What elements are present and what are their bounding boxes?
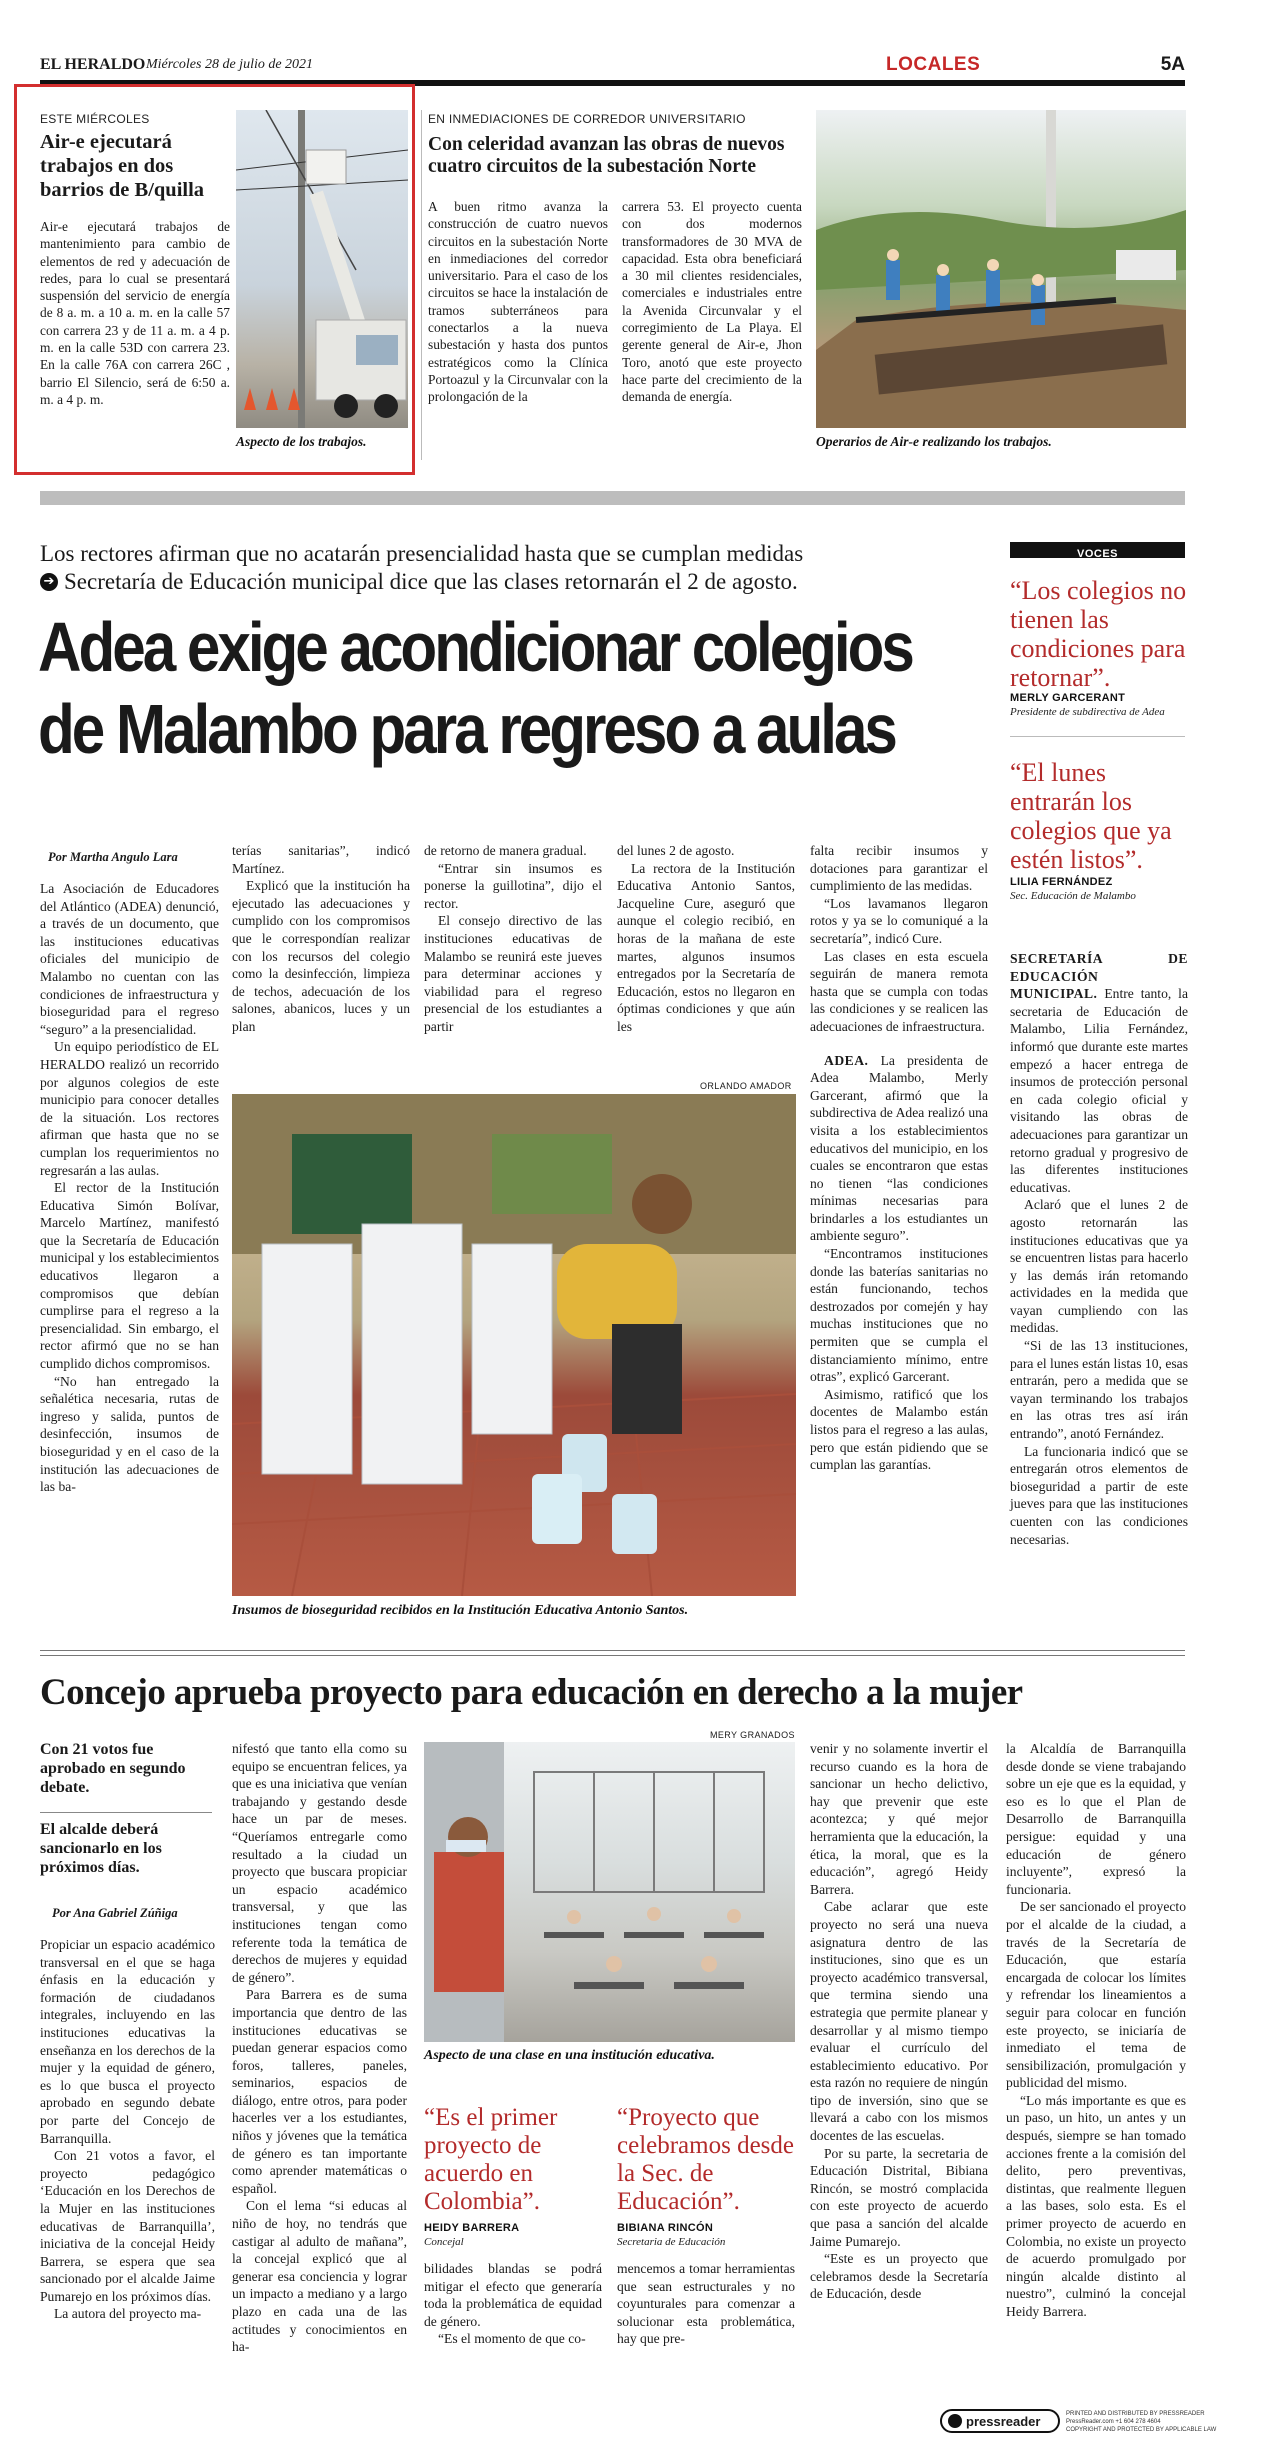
main-col3: de retorno de manera gradual. “Entrar sin insumos es ponerse la guillotina”, dijo el rector. El consejo directivo de las instituciones educativas de Malambo se reunirá este jueves para determinar acciones y viabilidad para el regreso presencial de los estudiantes a partir [424, 843, 602, 1034]
main-headline-2: de Malambo para regreso a aulas [38, 690, 895, 768]
arrow-circle-icon: ➔ [40, 573, 58, 591]
story-separator-rule [40, 1650, 1185, 1651]
adea-lead: ADEA. [824, 1052, 869, 1068]
bottom-quote-2-name: BIBIANA RINCÓN [617, 2222, 714, 2234]
main-byline: Por Martha Angulo Lara [48, 850, 178, 864]
story-separator-rule-2 [40, 1655, 1185, 1656]
brief-photo [236, 110, 408, 428]
bottom-summary-1: Con 21 votos fue aprobado en segundo debate. [40, 1741, 186, 1796]
top-story-photo [816, 110, 1186, 428]
footer-fineprint: PRINTED AND DISTRIBUTED BY PRESSREADER PressReader.com +1 604 278 4604 COPYRIGHT AND PROTECTED BY APPLICABLE LAW [1066, 2411, 1217, 2433]
main-photo-caption: Insumos de bioseguridad recibidos en la Institución Educativa Antonio Santos. [232, 1603, 689, 1618]
bottom-photo-credit: MERY GRANADOS [710, 1730, 795, 1740]
excavation-workers-illustration [816, 110, 1186, 428]
bottom-photo [424, 1742, 795, 2042]
bottom-quote-2: “Proyecto que celebramos desde la Sec. de Educación”. [617, 2104, 795, 2215]
pressreader-logo-icon [948, 2414, 962, 2428]
bottom-headline: Concejo aprueba proyecto para educación en derecho a la mujer [40, 1672, 1023, 1713]
column-divider [421, 110, 422, 460]
brief-kicker: ESTE MIÉRCOLES [40, 112, 150, 126]
bottom-summary-2: El alcalde deberá sancionarlo en los próximos días. [40, 1821, 162, 1876]
handwashing-stations-illustration [232, 1094, 796, 1596]
bottom-col2: nifestó que tanto ella como su equipo se encuentran felices, ya que es una iniciativa que venían trabajando y gestando desde hace un par de meses. “Queríamos entregarle como resultado a la ciudad un proyecto que buscara propiciar un espacio académico transversal, y que las instituciones tengan como referente toda la temática de derechos de mujeres y equidad de género”. Para Barrera es de suma importancia que dentro de las instituciones educativas se puedan generar espacios como foros, talleres, paneles, seminarios, espacios de diálogo, entre otros, para poder hacerles ver a los estudiantes, niños y jóvenes que la temática de género es tan importante como aprender matemáticas o español. Con el lema “si educas al niño de hoy, no tendrás que castigar al adulto de mañana”, la concejal explicó que al generar esa conciencia y lograr un impacto a mediano y a largo plazo en cada una de las actitudes y conocimientos en ha- [232, 1741, 407, 2355]
main-photo-credit: ORLANDO AMADOR [700, 1081, 792, 1091]
pressreader-brand: pressreader [966, 2413, 1041, 2429]
voces-label-bar [1010, 542, 1185, 558]
paper-name: EL HERALDO [40, 56, 146, 73]
bottom-quote-1-role: Concejal [424, 2236, 464, 2248]
main-deck-2-row [40, 569, 798, 595]
brief-caption: Aspecto de los trabajos. [236, 434, 367, 449]
bottom-col1: Propiciar un espacio académico transversal en el que se haga énfasis en la educación y formación de ciudadanos integrales, incluyendo en las instituciones educativas la enseñanza en los derechos de la mujer y la equidad de género, es lo que busca el proyecto aprobado en segundo debate por parte del Concejo de Barranquilla. Con 21 votos a favor, el proyecto pedagógico ‘Educación en los Derechos de la Mujer en las instituciones educativas de Barranquilla’, iniciativa de la concejal Heidy Barrera, se espera que sea sancionado por el alcalde Jaime Pumarejo en los próximos días. La autora del proyecto ma- [40, 1937, 215, 2322]
main-col2: terías sanitarias”, indicó Martínez. Explicó que la institución ha ejecutado las adecuaciones y cumplido con los compromisos que le correspondían realizar con los recursos del colegio como la desinfección, limpieza de techos, adecuación de los salones, abanicos, luces y un plan [232, 843, 410, 1034]
main-col1: La Asociación de Educadores del Atlántico (ADEA) denunció, a través de un documento, que las instituciones educativas oficiales del municipio de Malambo no cuentan con las condiciones de infraestructura y bioseguridad para el regreso “seguro” a la presencialidad. Un equipo periodístico de EL HERALDO realizó un recorrido por algunos colegios de este municipio para conocer detalles de la situación. Los rectores afirman que hasta que no se cumplan los requerimientos no regresarán a las aulas. El rector de la Institución Educativa Simón Bolívar, Marcelo Martínez, manifestó que la Secretaría de Educación municipal y los establecimientos educativos llegaron a compromisos que debían cumplirse para el regreso a la presencialidad. Sin embargo, el rector afirmó que no se han cumplido dichos compromisos. “No han entregado la señalética necesaria, rutas de ingreso y salida, puntos de desinfección, insumos de bioseguridad y en el caso de la institución las adecuaciones de las ba- [40, 881, 219, 1495]
top-story-col2: carrera 53. El proyecto cuenta con dos modernos transformadores de 30 MVA de capacidad. Esta obra beneficiará a 30 mil clientes residenciales, comerciales e industriales entre la Avenida Circunvalar y el corregimiento de La Playa. El gerente general de Air-e, Jhon Toro, anotó que este proyecto hace parte del crecimiento de la demanda de energía. [622, 199, 802, 405]
bottom-summary-divider [40, 1812, 212, 1813]
voces-quote-1-role: Presidente de subdirectiva de Adea [1010, 706, 1165, 718]
bottom-quote-1-name: HEIDY BARRERA [424, 2222, 520, 2234]
top-story-col1: A buen ritmo avanza la construcción de cuatro nuevos circuitos en la subestación Norte en inmediaciones del corredor universitario. Para el caso de los circuitos se hace la instalación de tramos subterráneos para conectarlos a la nueva subestación y hasta dos puntos estratégicos como la Clínica Portoazul y la Circunvalar con la prolongación de la [428, 199, 608, 405]
bottom-quote-2-role: Secretaria de Educación [617, 2236, 726, 2248]
main-col4: del lunes 2 de agosto. La rectora de la Institución Educativa Antonio Santos, Jacqueline Cure, aseguró que aunque el colegio recibió, en horas de la mañana de este martes, algunos insumos entregados por la Secretaría de Educación, estos no llegaron en óptimas condiciones y que aún les [617, 843, 795, 1034]
voces-quote-1: “Los colegios no tienen las condiciones para retornar”. [1010, 576, 1187, 692]
bottom-quote-1: “Es el primer proyecto de acuerdo en Colombia”. [424, 2104, 558, 2215]
brief-title: Air-e ejecutará trabajos en dos barrios de B/quilla [40, 131, 205, 201]
section-separator-band [40, 491, 1185, 505]
voces-quote-2-name: LILIA FERNÁNDEZ [1010, 876, 1113, 888]
classroom-illustration [424, 1742, 795, 2042]
voces-divider [1010, 736, 1185, 737]
bottom-col5: venir y no solamente invertir el recurso cuando es la hora de sancionar un hecho delictivo, hay que prevenir que este acontezca; y qué mejor herramienta que la educación, la ética, la moral, que es la educación”, agregó Heidy Barrera. Cabe aclarar que este proyecto no será una nueva asignatura dentro de las instituciones, sino que es un proyecto académico transversal, que termina siendo una estrategia que permite planear y desarrollar y al mismo tiempo evaluar el currículo del establecimiento educativo. Por esta razón no requiere de ningún tipo de inversión, sino que se llevará a cabo con los mismos docentes de las escuelas. Por su parte, la secretaria de Educación Distrital, Bibiana Rincón, se mostró complacida con este proyecto de acuerdo que pasa a sanción del alcalde Jaime Pumarejo. “Este es un proyecto que celebramos desde la Secretaría de Educación, desde [810, 1741, 988, 2302]
voces-quote-2: “El lunes entrarán los colegios que ya estén listos”. [1010, 758, 1172, 874]
brief-body: Air-e ejecutará trabajos de mantenimiento para cambio de elementos de red y adecuación de redes, para lo cual se presentará suspensión del servicio de energía de 8 a. m. a 10 a. m. en la calle 57 con carrera 23 y de 11 a. m. a 4 p. m. en la calle 53D con carrera 23. En la calle 76A con carrera 26C , barrio El Silencio, será de 6:50 a. m. a 4 p. m. [40, 219, 230, 407]
issue-date: Miércoles 28 de julio de 2021 [146, 57, 314, 72]
main-headline-1: Adea exige acondicionar colegios [38, 608, 912, 686]
bottom-byline: Por Ana Gabriel Zúñiga [52, 1906, 178, 1920]
top-story-kicker: EN INMEDIACIONES DE CORREDOR UNIVERSITARIO [428, 112, 746, 126]
secretaria-lead: SECRETARÍA DE EDUCACIÓN MUNICIPAL. [1010, 951, 1188, 1002]
voces-body: SECRETARÍA DE EDUCACIÓN MUNICIPAL. Entre tanto, la secretaria de Educación de Malambo, Lilia Fernández, informó que durante este martes empezó a hacer entrega de insumos de protección personal en cada colegio oficial y visitando las obras de adecuaciones para garantizar un retorno gradual y progresivo de las diferentes instituciones educativas. Aclaró que el lunes 2 de agosto retornarán las instituciones educativas que ya se encuentren listas para hacerlo y las demás irán retomando actividades en la medida que vayan cumpliendo con las medidas. “Si de las 13 instituciones, para el lunes están listas 10, esas entrarán, pero a medida que se vayan terminando los trabajos en las otras tres así irán entrando”, anotó Fernández. La funcionaria indicó que se entregarán otros elementos de bioseguridad a partir de este jueves para que las instituciones cuenten con las condiciones necesarias. [1010, 951, 1188, 1547]
utility-truck-illustration [236, 110, 408, 428]
pressreader-badge [940, 2409, 1060, 2433]
main-photo [232, 1094, 796, 1596]
top-story-title: Con celeridad avanzan las obras de nuevos cuatro circuitos de la subestación Norte [428, 134, 785, 177]
voces-quote-2-role: Sec. Educación de Malambo [1010, 890, 1136, 902]
bottom-col3: bilidades blandas se podrá mitigar el efecto que generaría toda la problemática de equidad de género. “Es el momento de que co- [424, 2261, 602, 2347]
section-name: LOCALES [886, 54, 981, 75]
main-deck-1: Los rectores afirman que no acatarán presencialidad hasta que se cumplan medidas [40, 541, 804, 566]
voces-label: VOCES [1076, 548, 1118, 560]
top-story-caption: Operarios de Air-e realizando los trabajos. [816, 434, 1052, 449]
voces-quote-1-name: MERLY GARCERANT [1010, 692, 1126, 704]
bottom-photo-caption: Aspecto de una clase en una institución educativa. [424, 2048, 715, 2063]
main-col5: falta recibir insumos y dotaciones para garantizar el cumplimiento de las medidas. “Los lavamanos llegaron rotos y ya se lo comuniqué a la secretaría”, indicó Cure. Las clases en esta escuela seguirán de manera remota hasta que se cumpla con todas las condiciones y se realicen las adecuaciones de infraestructura. ADEA. La presidenta de Adea Malambo, Merly Garcerant, afirmó que la subdirectiva de Adea realizó una visita a los establecimientos educativos del municipio, en los cuales se encontraron que estas no tienen “las condiciones mínimas necesarias para brindarles a los estudiantes un ambiente seguro”. “Encontramos instituciones donde las baterías sanitarias no están funcionando, techos destrozados por comején y hay muchas instituciones que no permiten que se cumpla el distanciamiento mínimo, entre otras”, explicó Garcerant. Asimismo, ratificó que los docentes de Malambo están listos para el regreso a las aulas, pero que están pidiendo que se cumplan las garantías. [810, 843, 988, 1473]
main-deck-2: Secretaría de Educación municipal dice que las clases retornarán el 2 de agosto. [64, 569, 798, 594]
bottom-col6: la Alcaldía de Barranquilla desde donde se viene trabajando sobre un eje que es la equidad, y eso es lo que el Plan de Desarrollo de Barranquilla persigue: equidad y una educación de género incluyente”, expresó la funcionaria. De ser sancionado el proyecto por el alcalde de la ciudad, a través de la Secretaría de Educación, que estaría encargada de colocar los límites y refrendar los lineamientos a seguir para colocar en función este proyecto, se iniciaría de inmediato el tema de sensibilización, promulgación y publicidad del mismo. “Lo más importante es que es un paso, un hito, un antes y un después, siempre se han tomado acciones frente a la comisión del delito, pero preventivas, distintas, que realmente lleguen a las bases, solo esta. Es el primer proyecto de acuerdo en Colombia, no existe un proyecto de acuerdo promulgado por ningún alcalde distinto al nuestro”, culminó la concejal Heidy Barrera. [1006, 1741, 1186, 2319]
page-number: 5A [1160, 54, 1185, 75]
bottom-col4: mencemos a tomar herramientas que sean estructurales y no coyunturales para comenzar a solucionar esta problemática, hay que pre- [617, 2261, 795, 2347]
